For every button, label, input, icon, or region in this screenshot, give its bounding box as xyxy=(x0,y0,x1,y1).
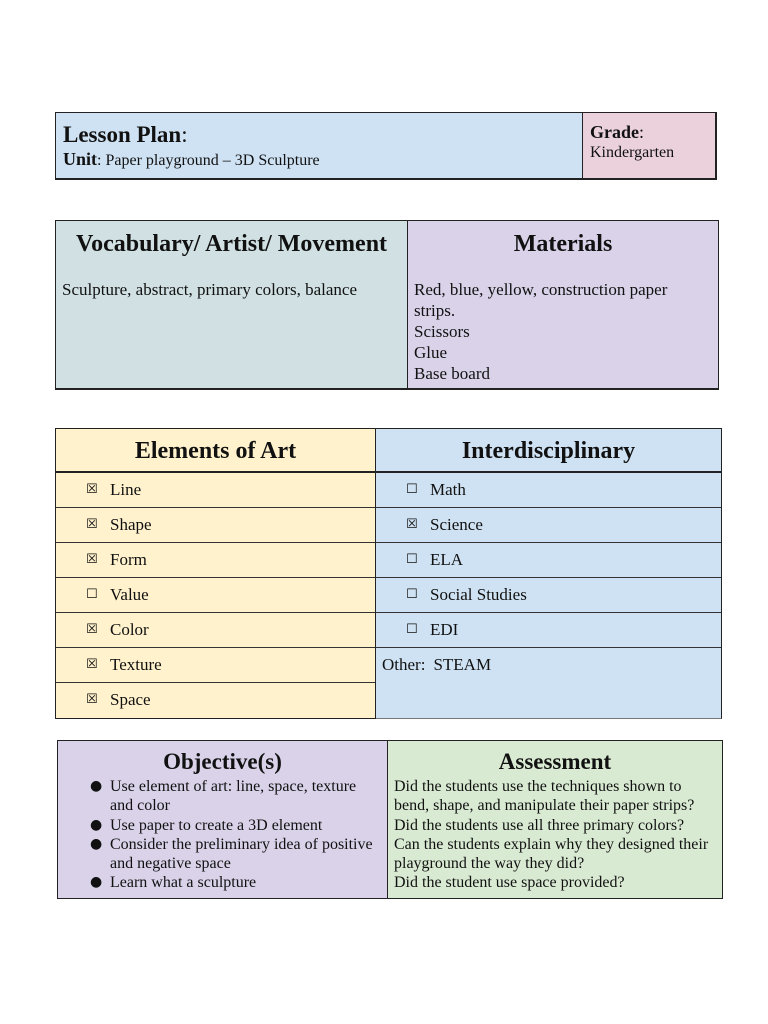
interdisciplinary-row-label: Social Studies xyxy=(430,585,527,604)
objective-item xyxy=(64,816,381,835)
interdisciplinary-row-math xyxy=(376,473,721,508)
objective-line: Use element of art: line, space, texture xyxy=(110,778,357,795)
interdisciplinary-row-edi xyxy=(376,613,721,648)
assessment-line: Can the students explain why they designed their xyxy=(394,835,709,853)
elements-row-label: Space xyxy=(110,690,151,709)
lesson-plan-cell xyxy=(56,113,583,178)
lesson-plan-title xyxy=(63,121,575,149)
assessment-heading: Assessment xyxy=(498,749,612,774)
materials-cell xyxy=(408,221,718,388)
materials-line: Glue xyxy=(414,343,448,362)
materials-line: strips. xyxy=(414,301,456,320)
unchecked-box-icon: ☐ xyxy=(406,482,418,497)
bullet-dot-icon: ● xyxy=(90,835,103,852)
elements-row-line xyxy=(56,473,375,508)
objective-line: Consider the preliminary idea of positive xyxy=(110,835,373,853)
assessment-line: Did the students use the techniques shown to xyxy=(394,778,682,795)
grade-colon: : xyxy=(639,122,645,142)
checked-box-icon: ☒ xyxy=(86,517,98,532)
elements-column xyxy=(55,428,376,719)
objective-item xyxy=(64,835,381,874)
elements-heading: Elements of Art xyxy=(56,429,375,473)
objective-item xyxy=(64,777,381,816)
lesson-plan-title-colon: : xyxy=(181,122,188,147)
checked-box-icon: ☒ xyxy=(86,622,98,637)
interdisciplinary-row-label: Math xyxy=(430,480,466,499)
unit-value: : Paper playground – 3D Sculpture xyxy=(97,152,320,169)
grade-value: Kindergarten xyxy=(590,144,675,161)
vocab-cell xyxy=(56,221,408,388)
objective-line: and color xyxy=(110,797,170,815)
elements-row-space xyxy=(56,683,375,718)
interdisciplinary-row-label: ELA xyxy=(430,550,464,569)
unchecked-box-icon: ☐ xyxy=(406,552,418,567)
objective-line: Use paper to create a 3D element xyxy=(110,816,323,834)
assessment-cell xyxy=(388,741,722,898)
elements-row-label: Value xyxy=(110,585,149,604)
checked-box-icon: ☒ xyxy=(86,692,98,707)
materials-list xyxy=(414,279,712,384)
vocab-heading: Vocabulary/ Artist/ Movement xyxy=(75,231,388,257)
elements-row-shape xyxy=(56,508,375,543)
checked-box-icon: ☒ xyxy=(86,657,98,672)
materials-heading: Materials xyxy=(513,231,613,257)
other-value: STEAM xyxy=(433,655,492,674)
interdisciplinary-heading: Interdisciplinary xyxy=(376,429,721,473)
unit-line xyxy=(63,149,575,171)
bullet-dot-icon: ● xyxy=(90,816,103,833)
assessment-line: Did the student use space provided? xyxy=(394,874,625,892)
bullet-dot-icon: ● xyxy=(90,778,103,794)
elements-row-texture xyxy=(56,648,375,683)
interdisciplinary-row-ela xyxy=(376,543,721,578)
assessment-line: Did the students use all three primary colors? xyxy=(394,816,685,834)
elements-row-label: Texture xyxy=(110,655,162,674)
checked-box-icon: ☒ xyxy=(406,517,418,532)
elements-row-label: Color xyxy=(110,620,149,639)
vocab-materials-table xyxy=(55,220,719,390)
unchecked-box-icon: ☐ xyxy=(406,587,418,602)
elements-interdisciplinary-table xyxy=(55,428,722,719)
objective-item xyxy=(64,873,381,892)
elements-row-label: Line xyxy=(110,480,142,499)
assessment-line: playground the way they did? xyxy=(394,855,585,873)
checked-box-icon: ☒ xyxy=(86,552,98,567)
interdisciplinary-row-label: Science xyxy=(430,515,483,534)
materials-line: Red, blue, yellow, construction paper xyxy=(414,280,668,299)
grade-cell xyxy=(583,113,715,178)
lesson-plan-header xyxy=(55,112,717,180)
materials-line: Base board xyxy=(414,364,491,383)
materials-line: Scissors xyxy=(414,322,470,341)
checked-box-icon: ☒ xyxy=(86,482,98,497)
objectives-list xyxy=(64,777,381,893)
objective-line: Learn what a sculpture xyxy=(110,874,257,892)
grade-label: Grade xyxy=(590,122,639,142)
objectives-heading: Objective(s) xyxy=(163,749,282,774)
interdisciplinary-other xyxy=(376,648,721,682)
other-label: Other: xyxy=(382,655,426,674)
objective-line: and negative space xyxy=(110,855,231,873)
elements-row-form xyxy=(56,543,375,578)
vocab-text: Sculpture, abstract, primary colors, balance xyxy=(62,280,358,299)
elements-row-color xyxy=(56,613,375,648)
unchecked-box-icon: ☐ xyxy=(406,622,418,637)
unchecked-box-icon: ☐ xyxy=(86,587,98,602)
interdisciplinary-column xyxy=(376,428,722,719)
unit-label: Unit xyxy=(63,149,98,169)
objectives-assessment-table xyxy=(57,740,723,899)
elements-row-value xyxy=(56,578,375,613)
interdisciplinary-row-social-studies xyxy=(376,578,721,613)
grade-heading xyxy=(590,121,708,143)
lesson-plan-title-text: Lesson Plan xyxy=(63,122,182,147)
assessment-line: bend, shape, and manipulate their paper strips? xyxy=(394,797,695,815)
interdisciplinary-row-science xyxy=(376,508,721,543)
elements-row-label: Form xyxy=(110,550,147,569)
bullet-dot-icon: ● xyxy=(90,874,103,891)
objectives-cell xyxy=(58,741,388,898)
elements-row-label: Shape xyxy=(110,515,152,534)
interdisciplinary-row-label: EDI xyxy=(430,620,459,639)
